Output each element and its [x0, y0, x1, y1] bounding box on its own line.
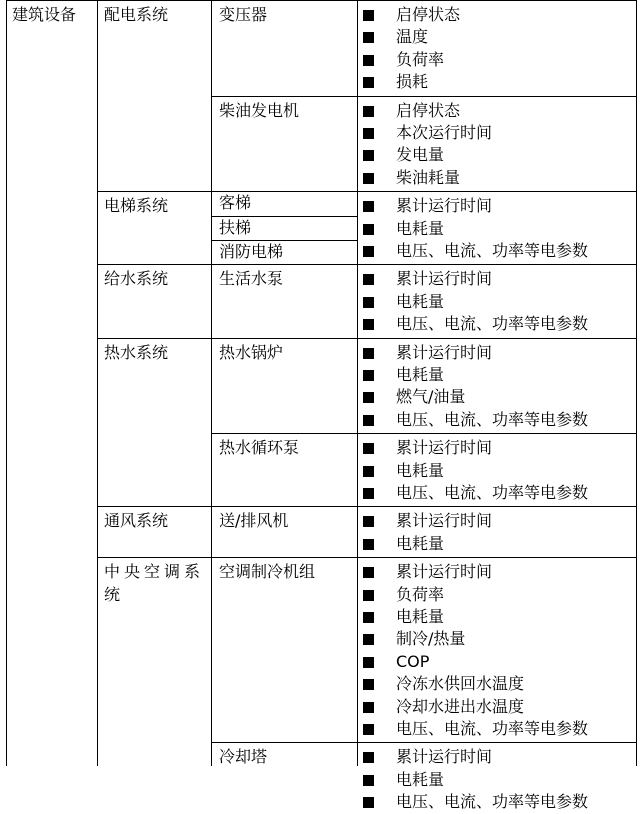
bullet-marker [363, 443, 374, 454]
equipment-name: 消防电梯 [219, 242, 284, 261]
bullet-marker [363, 516, 374, 527]
bullet-marker [363, 150, 374, 161]
parameter-item: 损耗 [396, 72, 429, 92]
parameter-item: 燃气/油量 [396, 387, 466, 407]
bullet-marker [363, 488, 374, 499]
parameter-item: 累计运行时间 [396, 747, 493, 767]
equipment-row-divider [211, 96, 637, 97]
system-row-divider [97, 506, 637, 507]
parameter-item: 累计运行时间 [396, 269, 493, 289]
parameter-item: 电压、电流、功率等电参数 [396, 241, 589, 260]
parameter-item: 电耗量 [396, 769, 445, 789]
parameter-item: 启停状态 [396, 5, 461, 24]
bullet-marker [363, 702, 374, 713]
parameter-item: 电耗量 [396, 365, 445, 384]
system-name: 配电系统 [104, 5, 169, 24]
system-row-divider [97, 557, 637, 558]
equipment-name: 热水循环泵 [219, 438, 300, 458]
equipment-name: 生活水泵 [219, 269, 284, 289]
equipment-name: 冷却塔 [219, 747, 268, 767]
system-name: 热水系统 [104, 342, 169, 362]
parameter-item: 电耗量 [396, 533, 445, 553]
equipment-name: 热水锅炉 [219, 342, 284, 362]
table-border-top [6, 0, 637, 1]
bullet-marker [363, 775, 374, 786]
bullet-marker [363, 106, 374, 117]
bullet-marker [363, 612, 374, 623]
bullet-marker [363, 590, 374, 601]
parameter-item: 负荷率 [396, 49, 445, 69]
system-name: 给水系统 [104, 269, 169, 289]
bullet-marker [363, 201, 374, 212]
bullet-marker [363, 55, 374, 66]
parameter-item: 发电量 [396, 145, 445, 165]
equipment-name: 送/排风机 [219, 511, 289, 531]
equipment-name: 客梯 [219, 193, 252, 213]
parameter-item: 电压、电流、功率等电参数 [396, 314, 589, 334]
parameter-item: 累计运行时间 [396, 342, 493, 362]
system-row-divider [97, 264, 637, 265]
bullet-marker [363, 466, 374, 477]
parameter-item: 本次运行时间 [396, 123, 493, 142]
bullet-marker [363, 724, 374, 735]
parameter-item: 累计运行时间 [396, 196, 493, 216]
equipment-row-divider [211, 433, 637, 434]
bullet-marker [363, 274, 374, 285]
equipment-name: 扶梯 [219, 217, 252, 237]
bullet-marker [363, 657, 374, 668]
parameter-item: 累计运行时间 [396, 511, 493, 531]
parameter-item: 温度 [396, 27, 429, 47]
system-row-divider [97, 338, 637, 339]
parameter-item: 电耗量 [396, 607, 445, 626]
bullet-marker [363, 370, 374, 381]
parameter-item: 电压、电流、功率等电参数 [396, 483, 589, 502]
category-cell: 建筑设备 [12, 5, 77, 24]
parameter-item: 制冷/热量 [396, 629, 466, 649]
equipment-row-divider [211, 240, 358, 241]
parameter-item: 电压、电流、功率等电参数 [396, 409, 589, 429]
parameter-item: 冷却水进出水温度 [396, 696, 525, 716]
bullet-marker [363, 297, 374, 308]
parameter-item: 电压、电流、功率等电参数 [396, 792, 589, 812]
parameter-item: 电耗量 [396, 460, 445, 480]
equipment-name: 柴油发电机 [219, 100, 300, 120]
parameter-item: 电压、电流、功率等电参数 [396, 719, 589, 738]
bullet-marker [363, 128, 374, 139]
bullet-marker [363, 32, 374, 43]
column-divider-1 [97, 0, 98, 766]
bullet-marker [363, 224, 374, 235]
parameter-item: 累计运行时间 [396, 562, 493, 582]
equipment-row-divider [211, 216, 358, 217]
parameter-item: 电耗量 [396, 291, 445, 311]
system-name: 中央空调系统 [104, 562, 205, 604]
equipment-name: 变压器 [219, 5, 268, 24]
parameter-item: 负荷率 [396, 584, 445, 604]
bullet-marker [363, 10, 374, 21]
parameter-item: 电耗量 [396, 218, 445, 238]
bullet-marker [363, 392, 374, 403]
bullet-marker [363, 752, 374, 763]
bullet-marker [363, 539, 374, 550]
bullet-marker [363, 319, 374, 330]
parameter-item: 冷冻水供回水温度 [396, 674, 525, 694]
parameter-item: 启停状态 [396, 100, 461, 120]
equipment-row-divider [211, 742, 637, 743]
equipment-name: 空调制冷机组 [219, 562, 316, 582]
bullet-marker [363, 567, 374, 578]
bullet-marker [363, 77, 374, 88]
column-divider-3 [357, 0, 358, 766]
bullet-marker [363, 246, 374, 257]
bullet-marker [363, 173, 374, 184]
bullet-marker [363, 348, 374, 359]
bullet-marker [363, 415, 374, 426]
bullet-marker [363, 679, 374, 690]
system-row-divider [97, 191, 637, 192]
table-border-right [636, 0, 637, 766]
table-border-left [6, 0, 7, 766]
parameter-item: COP [396, 651, 430, 671]
system-name: 通风系统 [104, 511, 169, 531]
parameter-item: 累计运行时间 [396, 438, 493, 458]
system-name: 电梯系统 [104, 196, 169, 216]
bullet-marker [363, 634, 374, 645]
column-divider-2 [211, 0, 212, 766]
bullet-marker [363, 797, 374, 808]
parameter-item: 柴油耗量 [396, 167, 461, 187]
